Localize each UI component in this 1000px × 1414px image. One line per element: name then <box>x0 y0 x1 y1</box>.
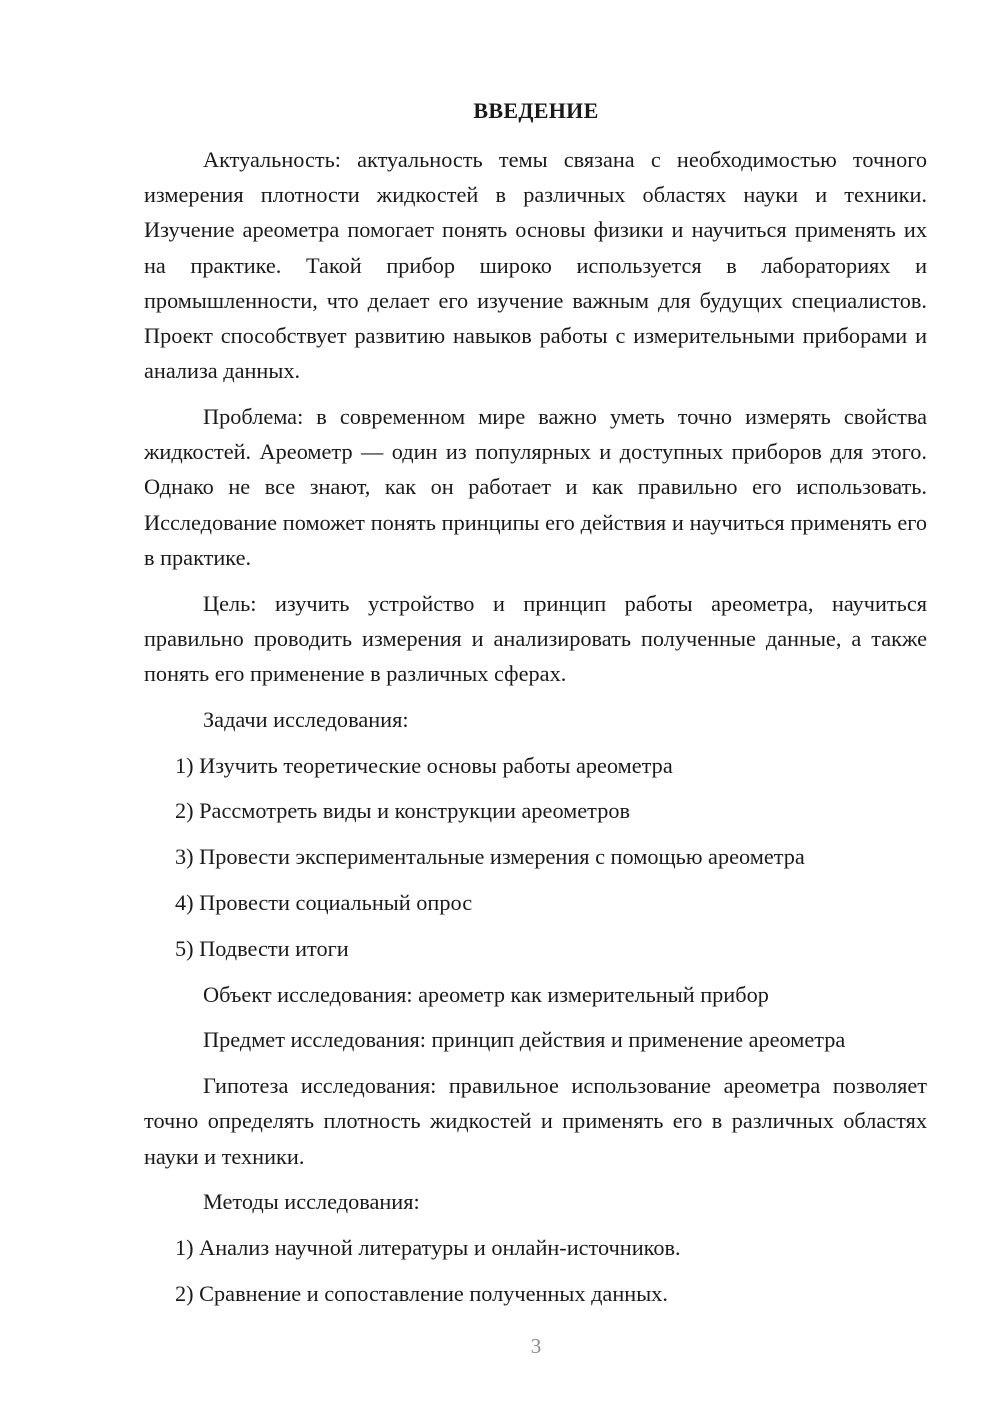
section-body <box>144 142 927 1322</box>
tasks-title: Задачи исследования: <box>203 706 409 732</box>
list-item: 3) Провести экспериментальные измерения с помощью ареометра <box>175 844 805 870</box>
list-item: 1) Анализ научной литературы и онлайн-источников. <box>175 1235 681 1261</box>
list-item: 4) Провести социальный опрос <box>175 890 473 916</box>
list-item: 5) Подвести итоги <box>175 935 349 961</box>
subject-line: Предмет исследования: принцип действия и применение ареометра <box>203 1027 846 1053</box>
relevance-paragraph: Актуальность: актуальность темы связана с необходимостью точного измерения плотности жидкостей в различных областях науки и техники. Изучение ареометра помогает понять основы физики и научиться применять их на практике. Такой прибор широко используется в лабораториях и промышленности, что делает его изучение важным для будущих специалистов. Проект способствует развитию навыков работы с измерительными приборами и анализа данных. <box>144 147 927 384</box>
hypothesis-paragraph: Гипотеза исследования: правильное использование ареометра позволяет точно определять плотность жидкостей и применять его в различных областях науки и техники. <box>144 1073 927 1169</box>
list-item: 2) Рассмотреть виды и конструкции ареометров <box>175 798 631 824</box>
tasks-list <box>144 748 927 966</box>
object-line: Объект исследования: ареометр как измерительный прибор <box>203 981 769 1007</box>
methods-list <box>144 1230 927 1311</box>
page-number: 3 <box>530 1334 542 1358</box>
methods-title: Методы исследования: <box>203 1189 420 1215</box>
problem-paragraph: Проблема: в современном мире важно уметь точно измерять свойства жидкостей. Ареометр — один из популярных и доступных приборов для этого. Однако не все знают, как он работает и как правильно его использовать. Исследование поможет понять принципы его действия и научиться применять его в практике. <box>144 404 927 570</box>
list-item: 1) Изучить теоретические основы работы ареометра <box>175 752 673 778</box>
goal-paragraph: Цель: изучить устройство и принцип работы ареометра, научиться правильно проводить измерения и анализировать полученные данные, а также понять его применение в различных сферах. <box>144 590 927 687</box>
section-heading: ВВЕДЕНИЕ <box>473 98 599 123</box>
list-item: 2) Сравнение и сопоставление полученных данных. <box>175 1281 668 1306</box>
